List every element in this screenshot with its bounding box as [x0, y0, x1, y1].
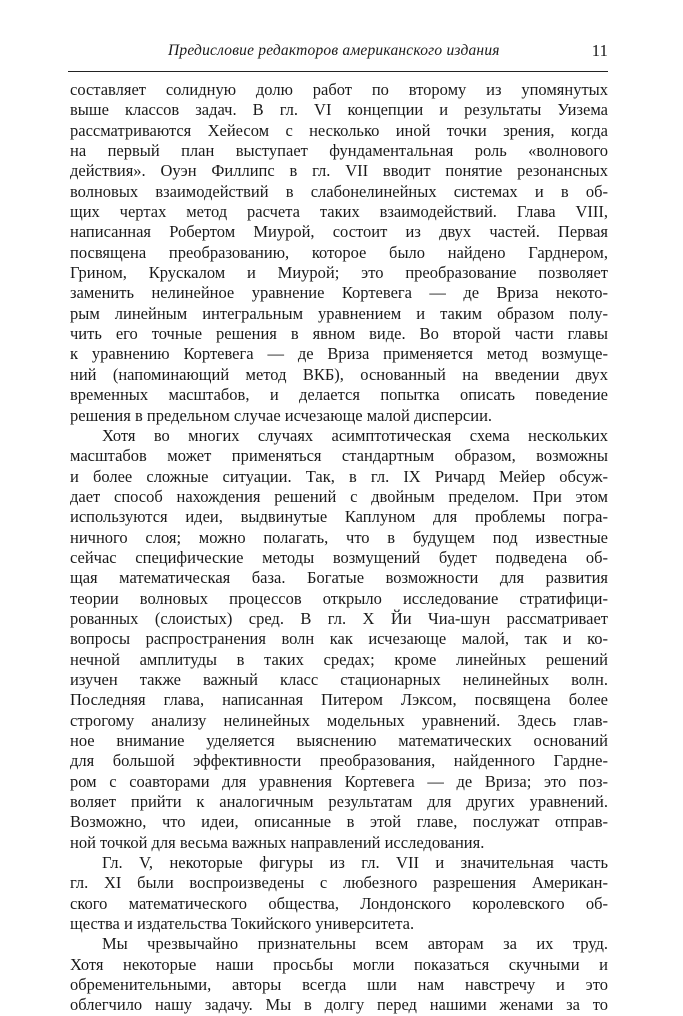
text-line: масштабов может применяться стандартным образом, возможны: [70, 446, 608, 466]
text-line: Мы чрезвычайно признательны всем авторам за их труд.: [102, 934, 608, 954]
text-line: Гл. V, некоторые фигуры из гл. VII и значительная часть: [102, 853, 608, 873]
text-line: волновых взаимодействий в слабонелинейных системах и в об-: [70, 181, 608, 201]
text-line: на первый план выступает фундаментальная роль «волнового: [70, 141, 608, 161]
text-line: ной точкой для весьма важных направлений исследования.: [70, 832, 485, 852]
text-line: облегчило нашу задачу. Мы в долгу перед нашими женами за то: [70, 995, 608, 1015]
text-line: ского математического общества, Лондонского королевского об-: [70, 893, 608, 913]
text-line: написанная Робертом Миурой, состоит из двух частей. Первая: [70, 222, 608, 242]
text-line: решения в предельном случае исчезающе малой дисперсии.: [70, 405, 493, 425]
text-line: ром с соавторами для уравнения Кортевега — де Вриза; это поз-: [70, 771, 608, 791]
body-text: [70, 80, 608, 1016]
text-line: сейчас специфические методы возмущений будет подведена об-: [70, 547, 608, 567]
text-line: щих чертах метод расчета таких взаимодействий. Глава VIII,: [70, 202, 608, 222]
text-line: изучен также важный класс стационарных нелинейных волн.: [70, 669, 608, 689]
text-line: выше классов задач. В гл. VI концепции и результаты Уизема: [70, 100, 608, 120]
text-line: ничного слоя; можно полагать, что в будущем под известные: [70, 527, 608, 547]
page-number: 11: [591, 41, 608, 60]
text-line: составляет солидную долю работ по второму из упомянутых: [70, 80, 608, 99]
text-line: дает способ нахождения решений с двойным пределом. При этом: [70, 486, 608, 506]
text-line: рованных (слоистых) сред. В гл. X Йи Чиа-шун рассматривает: [70, 608, 608, 628]
text-line: Возможно, что идеи, описанные в этой главе, послужат отправ-: [70, 812, 608, 832]
running-title: Предисловие редакторов американского издания: [168, 42, 500, 59]
text-line: обременительными, авторы всегда шли нам навстречу и это: [70, 975, 608, 995]
paragraph: [70, 426, 608, 853]
text-line: ний (напоминающий метод ВКБ), основанный на введении двух: [70, 364, 608, 384]
text-line: гл. XI были воспроизведены с любезного разрешения Американ-: [70, 873, 608, 893]
header-rule: [68, 71, 608, 72]
text-line: Хотя некоторые наши просьбы могли показаться скучными и: [70, 954, 608, 974]
text-line: нечной амплитуды в таких средах; кроме линейных решений: [70, 649, 608, 669]
text-line: рым линейным интегральным уравнением и таким образом полу-: [70, 303, 608, 323]
text-line: для большой эффективности преобразования, найденного Гардне-: [70, 751, 608, 771]
text-line: Хотя во многих случаях асимптотическая схема нескольких: [102, 425, 608, 445]
text-line: Последняя глава, написанная Питером Лэксом, посвящена более: [70, 690, 608, 710]
text-line: щая математическая база. Богатые возможности для развития: [70, 568, 608, 588]
paragraph: [70, 934, 608, 1015]
paragraph: [70, 853, 608, 934]
text-line: рассматриваются Хейесом с несколько иной точки зрения, когда: [70, 120, 608, 140]
text-line: чить его точные решения в явном виде. Во второй части главы: [70, 324, 608, 344]
text-line: вопросы распространения волн как исчезающе малой, так и ко-: [70, 629, 608, 649]
text-line: Грином, Крускалом и Миурой; это преобразование позволяет: [70, 263, 608, 283]
text-line: воляет прийти к аналогичным результатам для других уравнений.: [70, 792, 608, 812]
text-line: временных масштабов, и делается попытка описать поведение: [70, 385, 608, 405]
text-line: посвящена преобразованию, которое было найдено Гарднером,: [70, 242, 608, 262]
paragraph: [70, 80, 608, 426]
text-line: действия». Оуэн Филлипс в гл. VII вводит понятие резонансных: [70, 161, 608, 181]
running-head: [68, 42, 608, 66]
text-line: щества и издательства Токийского университета.: [70, 914, 415, 934]
text-line: к уравнению Кортевега — де Вриза применяется метод возмуще-: [70, 344, 608, 364]
text-line: строгому анализу нелинейных модельных уравнений. Здесь глав-: [70, 710, 608, 730]
text-line: заменить нелинейное уравнение Кортевега — де Вриза некото-: [70, 283, 608, 303]
text-line: ное внимание уделяется выяснению математических оснований: [70, 731, 608, 750]
text-line: используются идеи, выдвинутые Каплуном для проблемы погра-: [70, 507, 608, 527]
text-line: теории волновых процессов открыло исследование стратифици-: [70, 588, 608, 608]
text-line: и более сложные ситуации. Так, в гл. IX Ричард Мейер обсуж-: [70, 466, 608, 486]
